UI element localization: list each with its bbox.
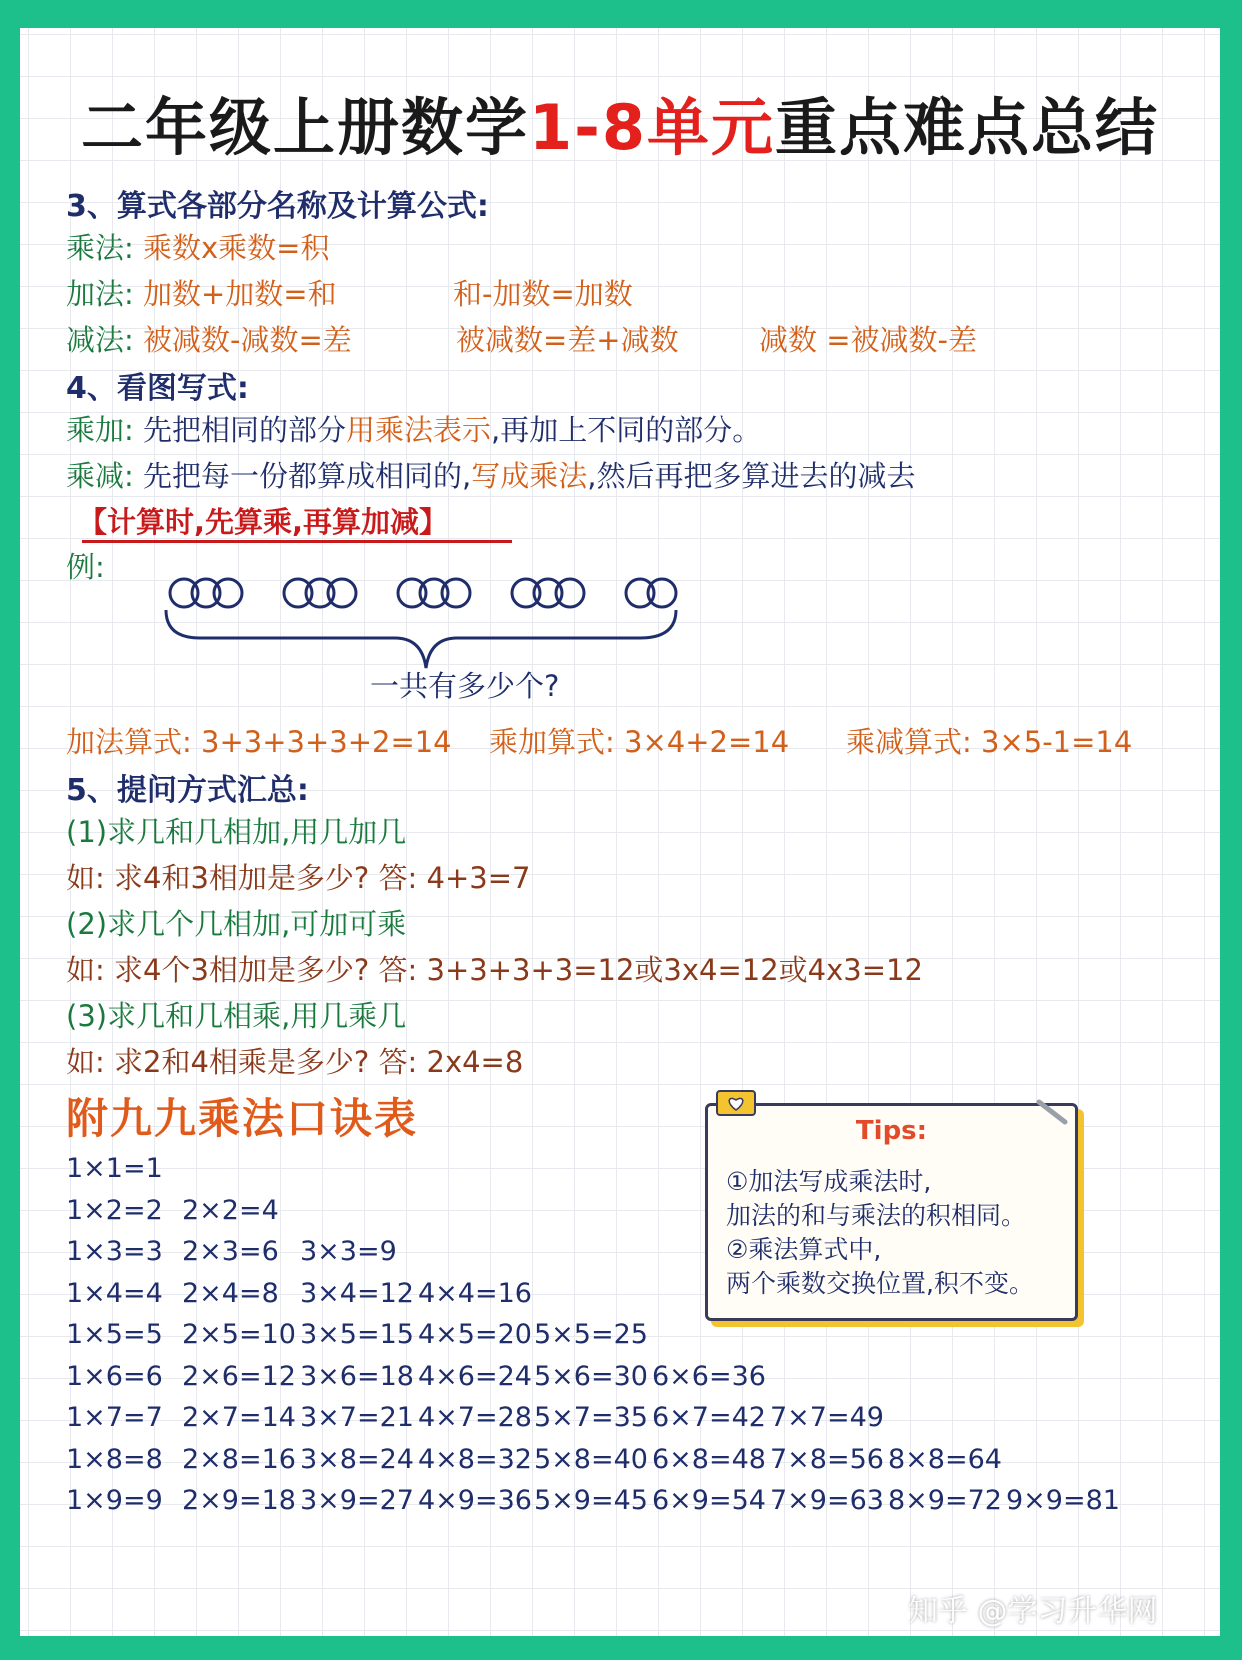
mul-add-text-1: 先把相同的部分 [143,413,347,447]
title-text-end: 重点难点总结 [775,91,1160,164]
circle-group-2 [284,579,356,607]
multiplication-cell: 7×8=56 [770,1444,884,1475]
multiplication-cell: 6×6=36 [652,1361,766,1392]
multiplication-cell: 3×3=9 [300,1236,397,1267]
mul-sub-line [66,454,915,495]
diagram-question: 一共有多少个? [370,669,560,703]
tips-title: Tips: [855,1116,928,1146]
multiplication-cell: 1×7=7 [66,1402,163,1433]
tips-line-2: 加法的和与乘法的积相同。 [726,1201,1027,1230]
add-label: 加法: [66,277,134,311]
example-label: 例: [66,550,105,584]
section5-heading: 5、提问方式汇总: [66,773,309,808]
title-text: 二年级上册数学 [80,91,529,164]
question-example-2: 如: 求4个3相加是多少? 答: 3+3+3+3=12或3x4=12或4x3=12 [66,953,923,987]
multiply-formula-line [66,226,329,267]
multiplication-cell: 3×9=27 [300,1485,414,1516]
multiplication-cell: 2×7=14 [182,1402,296,1433]
multiplication-cell: 8×8=64 [888,1444,1002,1475]
multiplication-cell: 4×7=28 [418,1402,532,1433]
circle-group-3 [398,579,470,607]
circle-group-1 [170,579,242,607]
multiplication-cell: 1×2=2 [66,1195,163,1226]
question-rule-1: (1)求几和几相加,用几加几 [66,815,407,849]
multiplication-cell: 4×9=36 [418,1485,532,1516]
watermark-text: 知乎 @学习升华网 [908,1594,1158,1629]
multiplication-cell: 2×3=6 [182,1236,279,1267]
multiplication-cell: 5×5=25 [534,1319,648,1350]
multiplication-cell: 1×1=1 [66,1153,163,1184]
multiplication-cell: 2×9=18 [182,1485,296,1516]
mul-add-text-2: ,再加上不同的部分。 [491,413,762,447]
multiplication-cell: 1×4=4 [66,1278,163,1309]
tips-line-1: ①加法写成乘法时, [726,1167,932,1196]
mul-add-line [66,408,761,449]
mul-sub-example-formula: 乘减算式: 3×5-1=14 [846,725,1133,759]
section3-heading: 3、算式各部分名称及计算公式: [66,189,489,224]
multiplication-cell: 1×6=6 [66,1361,163,1392]
tips-line-4: 两个乘数交换位置,积不变。 [726,1269,1034,1298]
multiplication-cell: 5×6=30 [534,1361,648,1392]
multiply-label: 乘法: [66,231,134,265]
add-example-formula: 加法算式: 3+3+3+3+2=14 [66,725,452,759]
multiplication-cell: 3×8=24 [300,1444,414,1475]
multiplication-cell: 2×2=4 [182,1195,279,1226]
tips-card [705,1103,1078,1321]
question-example-1: 如: 求4和3相加是多少? 答: 4+3=7 [66,861,531,895]
multiplication-cell: 3×6=18 [300,1361,414,1392]
calc-order-rule: 【计算时,先算乘,再算加减】 [78,505,449,539]
question-example-3: 如: 求2和4相乘是多少? 答: 2x4=8 [66,1045,524,1079]
mul-sub-label: 乘减: [66,459,134,493]
add-formula-line [66,272,337,313]
multiplication-cell: 4×8=32 [418,1444,532,1475]
multiplication-cell: 1×5=5 [66,1319,163,1350]
worksheet-page [20,28,1220,1636]
rule-underline [82,540,512,543]
multiplication-cell: 2×4=8 [182,1278,279,1309]
circle-group-5 [626,579,676,607]
multiplication-cell: 6×7=42 [652,1402,766,1433]
multiplication-cell: 4×6=24 [418,1361,532,1392]
multiplication-cell: 3×5=15 [300,1319,414,1350]
multiplication-cell: 6×9=54 [652,1485,766,1516]
multiplication-cell: 2×6=12 [182,1361,296,1392]
multiply-formula: 乘数x乘数=积 [143,231,330,265]
multiplication-cell: 5×9=45 [534,1485,648,1516]
multiplication-cell: 1×8=8 [66,1444,163,1475]
section4-heading: 4、看图写式: [66,371,249,406]
multiplication-cell: 1×3=3 [66,1236,163,1267]
multiplication-cell: 3×7=21 [300,1402,414,1433]
add-formula-2: 和-加数=加数 [453,277,633,311]
circle-group-4 [512,579,584,607]
mul-add-label: 乘加: [66,413,134,447]
multiplication-cell: 4×4=16 [418,1278,532,1309]
multiplication-cell: 5×8=40 [534,1444,648,1475]
multiplication-cell: 7×9=63 [770,1485,884,1516]
subtract-label: 减法: [66,323,134,357]
mul-sub-text-2: ,然后再把多算进去的减去 [587,459,916,493]
subtract-formula-3: 减数 =被减数-差 [759,323,977,357]
multiplication-cell: 6×8=48 [652,1444,766,1475]
title-highlight: 1-8单元 [528,91,775,164]
multiplication-cell: 1×9=9 [66,1485,163,1516]
mul-add-highlight: 用乘法表示 [346,413,492,447]
tips-line-3: ②乘法算式中, [726,1235,882,1264]
multiplication-cell: 3×4=12 [300,1278,414,1309]
multiplication-cell: 4×5=20 [418,1319,532,1350]
mul-sub-text-1: 先把每一份都算成相同的, [143,459,472,493]
multiplication-table-title: 附九九乘法口诀表 [66,1094,419,1143]
subtract-formula-1: 被减数-减数=差 [143,323,352,357]
multiplication-cell: 9×9=81 [1006,1485,1120,1516]
curly-brace [166,610,676,668]
heart-icon [716,1090,756,1118]
circles-diagram [160,568,700,678]
multiplication-cell: 2×5=10 [182,1319,296,1350]
page-title [20,78,1220,167]
multiplication-cell: 2×8=16 [182,1444,296,1475]
subtract-formula-2: 被减数=差+减数 [456,323,679,357]
subtract-formula-line [66,318,352,359]
add-formula-1: 加数+加数=和 [143,277,337,311]
mul-add-example-formula: 乘加算式: 3×4+2=14 [489,725,790,759]
multiplication-cell: 7×7=49 [770,1402,884,1433]
question-rule-2: (2)求几个几相加,可加可乘 [66,907,407,941]
question-rule-3: (3)求几和几相乘,用几乘几 [66,999,407,1033]
multiplication-cell: 8×9=72 [888,1485,1002,1516]
multiplication-cell: 5×7=35 [534,1402,648,1433]
mul-sub-highlight: 写成乘法 [471,459,588,493]
